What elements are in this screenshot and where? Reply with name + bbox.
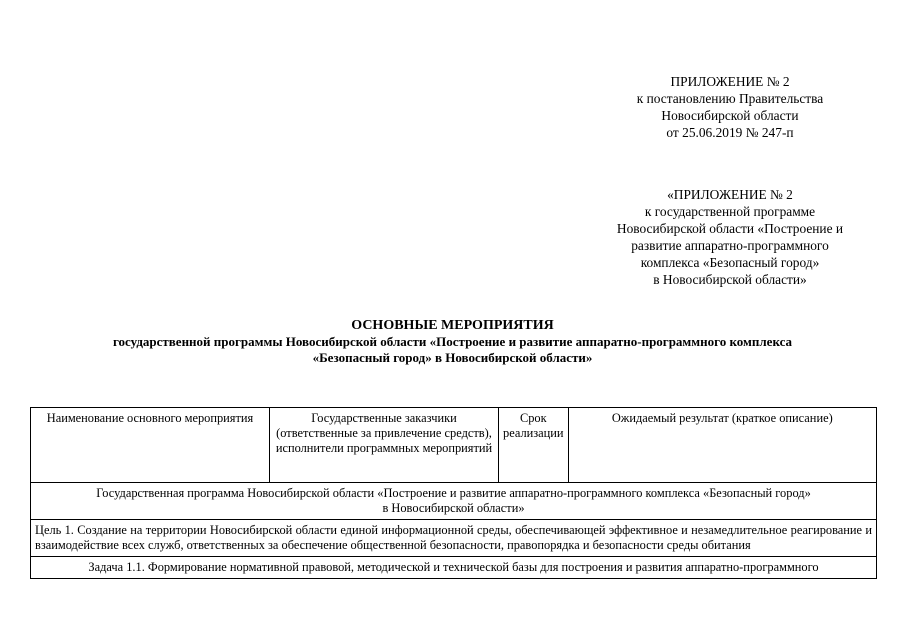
table-header-row <box>31 408 877 483</box>
task-row-cell: Задача 1.1. Формирование нормативной правовой, методической и технической базы для построения и развития аппаратно-программного <box>31 557 877 579</box>
appendix-resolution-line: Новосибирской области <box>661 108 799 123</box>
table-row <box>31 557 877 579</box>
table-row <box>31 520 877 557</box>
appendix-resolution-block <box>590 73 870 141</box>
appendix-program-line: «ПРИЛОЖЕНИЕ № 2 <box>667 187 793 202</box>
program-row-line: в Новосибирской области» <box>382 501 525 515</box>
document-subtitle-line: государственной программы Новосибирской области «Построение и развитие аппаратно-программного комплекса <box>112 334 793 349</box>
document-title: ОСНОВНЫЕ МЕРОПРИЯТИЯ <box>351 318 554 333</box>
table-row <box>31 483 877 520</box>
appendix-resolution-line: от 25.06.2019 № 247-п <box>666 125 794 140</box>
appendix-resolution-line: ПРИЛОЖЕНИЕ № 2 <box>670 74 790 89</box>
appendix-resolution-line: к постановлению Правительства <box>636 91 824 106</box>
goal-row-cell: Цель 1. Создание на территории Новосибирской области единой информационной среды, обеспечивающей эффективное и незамедлительное реагирование и взаимодействие всех служб, ответственных за обеспечение общественной безопасности, правопорядка и безопасности среды обитания <box>31 520 877 557</box>
header-activity-name: Наименование основного мероприятия <box>31 408 270 483</box>
program-row-cell <box>31 483 877 520</box>
header-customers: Государственные заказчики (ответственные за привлечение средств), исполнители программных мероприятий <box>270 408 499 483</box>
appendix-program-line: к государственной программе <box>644 204 816 219</box>
program-row-line: Государственная программа Новосибирской области «Построение и развитие аппаратно-программного комплекса «Безопасный город» <box>96 486 811 500</box>
header-term: Срок реализации <box>499 408 569 483</box>
activities-table <box>30 407 877 579</box>
appendix-program-line: развитие аппаратно-программного <box>631 238 829 253</box>
header-expected-result: Ожидаемый результат (краткое описание) <box>568 408 876 483</box>
document-title-block <box>30 318 875 366</box>
appendix-program-block <box>580 186 880 288</box>
appendix-program-line: Новосибирской области «Построение и <box>616 221 844 236</box>
document-subtitle-line: «Безопасный город» в Новосибирской области» <box>312 350 593 365</box>
appendix-program-line: комплекса «Безопасный город» <box>640 255 820 270</box>
appendix-program-line: в Новосибирской области» <box>653 272 807 287</box>
